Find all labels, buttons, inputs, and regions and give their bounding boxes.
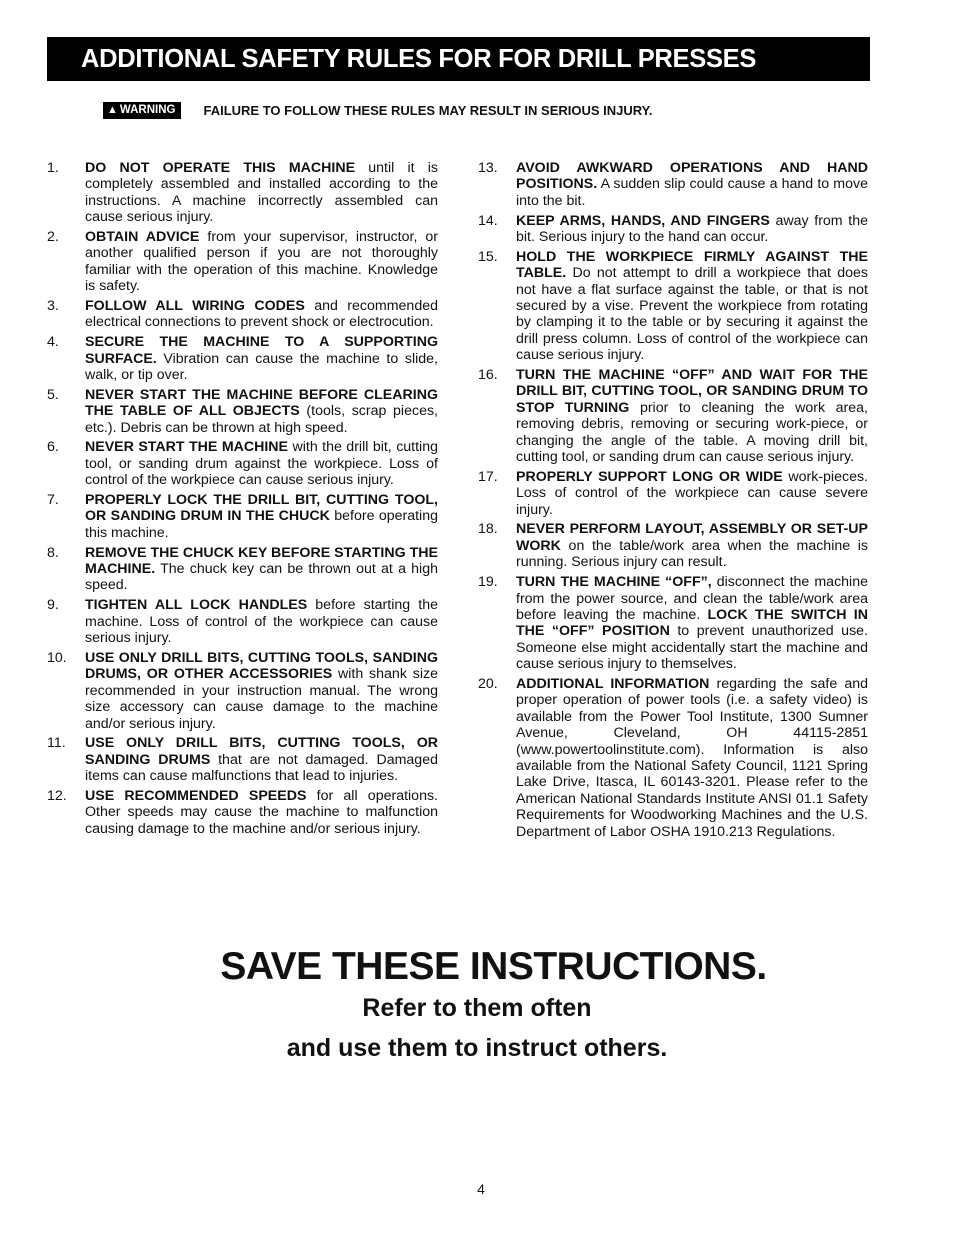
rule-body: [85, 439, 438, 488]
rule-number: 9.: [47, 597, 59, 614]
rule-text: before operating this machine.: [85, 508, 438, 541]
rule-body: [85, 735, 438, 784]
rule-text-secondary: to prevent unauthorized use. Someone else might accidentally start the machine and cause serious injury to themselves.: [516, 623, 868, 673]
rule-number: 13.: [478, 160, 498, 176]
rule-number: 14.: [478, 212, 498, 229]
rule-text: that are not damaged. Damaged items can cause malfunctions that lead to injuries.: [85, 751, 438, 785]
rule-heading: DO NOT OPERATE THIS MACHINE: [85, 160, 356, 176]
rule-text: prior to cleaning the work area, removing debris, removing or securing work-piece, or changing the angle of the table. A moving drill bit, cutting tool, or sanding drum can cause serious injury.: [516, 399, 868, 466]
rule-item: [47, 788, 438, 837]
rule-heading: SECURE THE MACHINE TO A SUPPORTING SURFACE.: [85, 334, 438, 367]
rule-heading: USE RECOMMENDED SPEEDS: [85, 787, 307, 804]
rule-body: [516, 574, 868, 672]
rule-number: 10.: [47, 649, 67, 666]
rule-item: [478, 521, 868, 570]
rule-heading: KEEP ARMS, HANDS, AND FINGERS: [516, 212, 770, 229]
rules-column-right: [478, 160, 868, 843]
rule-body: [516, 676, 868, 840]
rule-heading: TURN THE MACHINE “OFF” AND WAIT FOR THE DRILL BIT, CUTTING TOOL, OR SANDING DRUM TO STOP TURNING: [516, 367, 868, 416]
rule-item: [47, 387, 438, 436]
rule-body: [85, 650, 438, 732]
rule-number: 5.: [47, 386, 59, 403]
rule-text: away from the bit. Serious injury to the hand can occur.: [516, 212, 868, 246]
rule-number: 17.: [478, 468, 498, 485]
rule-item: [478, 469, 868, 518]
rule-body: [85, 387, 438, 436]
rule-text: for all operations. Other speeds may cause the machine to malfunction causing damage to the machine and/or serious injury.: [85, 787, 438, 837]
rule-heading: OBTAIN ADVICE: [85, 229, 200, 246]
rule-body: [85, 788, 438, 837]
rule-item: [47, 492, 438, 541]
rule-number: 11.: [47, 735, 66, 752]
rule-item: [47, 229, 438, 295]
rule-number: 6.: [47, 439, 59, 456]
refer-line: Refer to them often: [362, 994, 592, 1022]
section-title-banner: [47, 37, 870, 81]
rule-body: [85, 229, 438, 295]
rule-number: 1.: [47, 160, 59, 176]
save-instructions-heading: [0, 945, 954, 989]
warning-badge-label: WARNING: [119, 104, 176, 116]
rule-text: (tools, scrap pieces, etc.). Debris can be thrown at high speed.: [85, 403, 438, 436]
rule-text: Vibration can cause the machine to slide, walk, or tip over.: [85, 350, 438, 384]
rule-text: A sudden slip could cause a hand to move into the bit.: [516, 176, 868, 209]
rule-item: [478, 249, 868, 364]
rule-item: [478, 574, 868, 672]
rule-text: until it is completely assembled and installed according to the instructions. A machine incorrectly assembled can cause serious injury.: [85, 160, 438, 226]
rule-heading: NEVER START THE MACHINE BEFORE CLEARING THE TABLE OF ALL OBJECTS: [85, 386, 438, 420]
rule-body: [516, 213, 868, 246]
rule-text: on the table/work area when the machine is running. Serious injury can result.: [516, 537, 868, 571]
rule-item: [47, 439, 438, 488]
rule-item: [47, 334, 438, 383]
rule-heading: NEVER START THE MACHINE: [85, 439, 289, 456]
rule-heading: NEVER PERFORM LAYOUT, ASSEMBLY OR SET-UP WORK: [516, 521, 868, 554]
rule-number: 18.: [478, 521, 498, 538]
rule-heading: PROPERLY SUPPORT LONG OR WIDE: [516, 468, 783, 485]
rule-body: [85, 492, 438, 541]
rule-body: [516, 367, 868, 465]
rule-item: [478, 213, 868, 246]
rules-column-left: [47, 160, 438, 841]
warning-badge: [103, 102, 181, 119]
rule-item: [478, 160, 868, 209]
rule-item: [47, 545, 438, 594]
rule-number: 8.: [47, 544, 59, 561]
rule-number: 16.: [478, 367, 498, 384]
warning-row: [103, 100, 803, 120]
rule-text: disconnect the machine from the power source, and clean the table/work area before leaving the machine.: [516, 574, 868, 623]
rule-body: [85, 597, 438, 646]
rule-heading: FOLLOW ALL WIRING CODES: [85, 298, 305, 315]
rule-heading: ADDITIONAL INFORMATION: [516, 675, 710, 692]
rule-heading: TURN THE MACHINE “OFF”,: [516, 574, 712, 591]
rule-text: from your supervisor, instructor, or another qualified person if you are not thoroughly familiar with the operation of this machine. Knowledge is safety.: [85, 229, 438, 295]
rule-body: [85, 334, 438, 383]
warning-text: FAILURE TO FOLLOW THESE RULES MAY RESULT IN SERIOUS INJURY.: [203, 102, 653, 118]
rule-body: [516, 249, 868, 364]
rule-text: regarding the safe and proper operation of power tools (i.e. a safety video) is available from the Power Tool Institute, 1300 Sumner Avenue, Cleveland, OH 44115-2851 (www.powertoolinstitute.com). Information is also available from the National Safety Council, 1121 Spring Lake Drive, Itasca, IL 60143-3201. Please refer to the American National Standards Institute ANSI 01.1 Safety Requirements for Woodworking Machines and the U.S. Department of Labor OSHA 1910.213 Regulations.: [516, 675, 868, 840]
rule-body: [85, 545, 438, 594]
rule-item: [47, 298, 438, 331]
rule-heading: PROPERLY LOCK THE DRILL BIT, CUTTING TOOL, OR SANDING DRUM IN THE CHUCK: [85, 492, 438, 525]
warning-triangle-icon: ▲: [107, 104, 118, 116]
rule-body: [85, 160, 438, 226]
rule-body: [516, 521, 868, 570]
rule-text: with the drill bit, cutting tool, or sanding drum against the workpiece. Loss of control of the workpiece can cause serious injury.: [85, 439, 438, 489]
rule-number: 4.: [47, 334, 59, 351]
rule-text: Do not attempt to drill a workpiece that does not have a flat surface against the table, or that is not secured by a vise. Prevent the workpiece from rotating by clamping it to the table or by securing it against the drill press column. Loss of control of the workpiece can cause serious injury.: [516, 265, 868, 364]
rule-heading: HOLD THE WORKPIECE FIRMLY AGAINST THE TABLE.: [516, 248, 868, 282]
rule-number: 7.: [47, 492, 59, 509]
rule-item: [478, 367, 868, 465]
rule-body: [516, 160, 868, 209]
rule-text: and recommended electrical connections to prevent shock or electrocution.: [85, 298, 438, 331]
rule-text: work-pieces. Loss of control of the workpiece can cause severe injury.: [516, 468, 868, 518]
rule-text: before starting the machine. Loss of control of the workpiece can cause serious injury.: [85, 597, 438, 647]
rule-heading: AVOID AWKWARD OPERATIONS AND HAND POSITIONS.: [516, 160, 868, 193]
rule-item: [478, 676, 868, 840]
rule-number: 2.: [47, 229, 59, 246]
rule-body: [85, 298, 438, 331]
rule-heading: TIGHTEN ALL LOCK HANDLES: [85, 597, 308, 614]
rule-number: 3.: [47, 298, 59, 315]
rule-number: 19.: [478, 574, 498, 591]
rule-body: [516, 469, 868, 518]
rule-item: [47, 735, 438, 784]
rule-heading: USE ONLY DRILL BITS, CUTTING TOOLS, OR SANDING DRUMS: [85, 735, 438, 768]
rule-item: [47, 650, 438, 732]
rule-number: 12.: [47, 787, 67, 804]
rule-heading: REMOVE THE CHUCK KEY BEFORE STARTING THE MACHINE.: [85, 544, 438, 578]
rule-item: [47, 597, 438, 646]
save-instructions-text: SAVE THESE INSTRUCTIONS.: [220, 945, 767, 988]
rule-item: [47, 160, 438, 226]
rule-heading: USE ONLY DRILL BITS, CUTTING TOOLS, SANDING DRUMS, OR OTHER ACCESSORIES: [85, 649, 438, 683]
page-number: 4: [477, 1181, 485, 1197]
rule-text: with shank size recommended in your instruction manual. The wrong size accessory can cause damage to the machine and/or serious injury.: [85, 666, 438, 732]
rule-number: 20.: [478, 675, 498, 692]
rule-number: 15.: [478, 248, 498, 265]
rule-heading-secondary: LOCK THE SWITCH IN THE “OFF” POSITION: [516, 606, 868, 640]
rule-text: The chuck key can be thrown out at a high speed.: [85, 561, 438, 594]
instruct-line: and use them to instruct others.: [286, 1034, 668, 1062]
section-title: ADDITIONAL SAFETY RULES FOR FOR DRILL PRESSES: [81, 44, 757, 73]
